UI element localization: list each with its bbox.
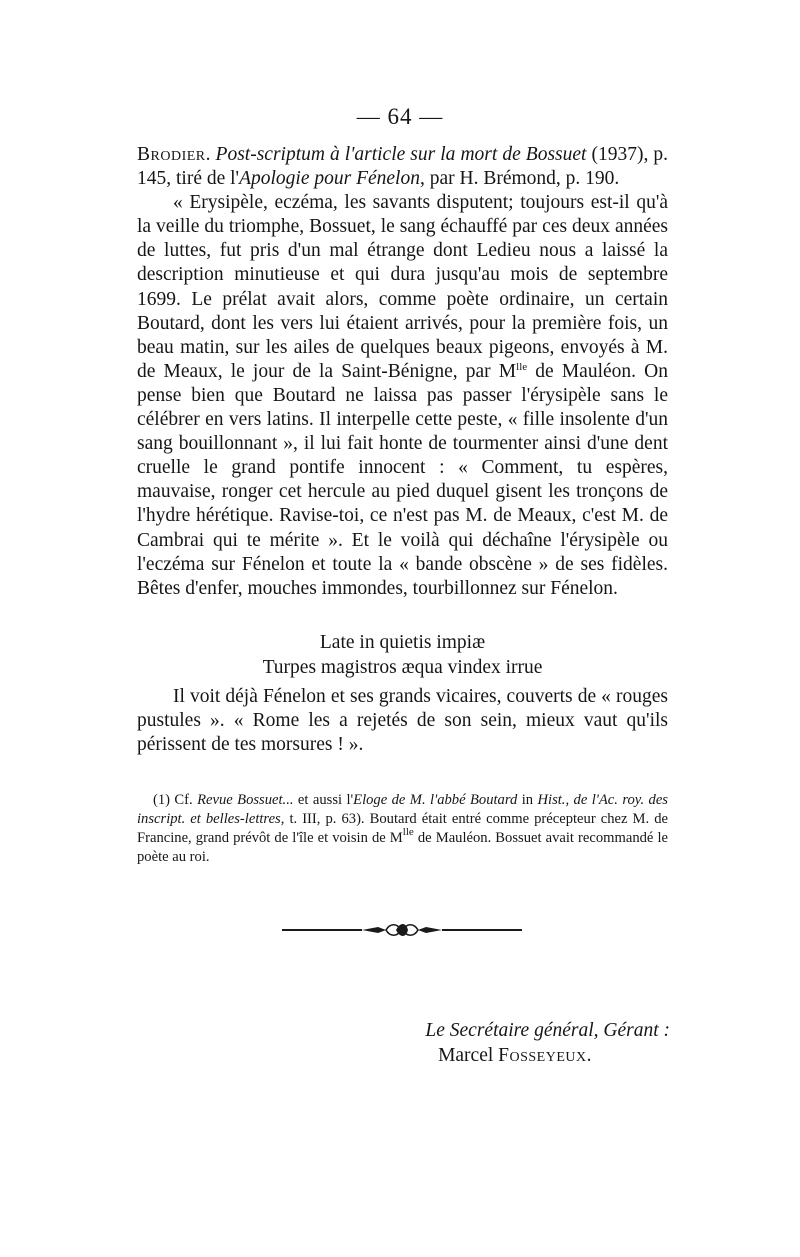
continuation-paragraph: Il voit déjà Fénelon et ses grands vicaires, couverts de « rouges pustules ». « Rome les a rejetés de son sein, mieux vaut qu'ils périssent de tes morsures ! ».: [137, 686, 668, 756]
citation-title: Post-scriptum à l'article sur la mort de Bossuet: [215, 144, 587, 165]
main-paragraph: [137, 191, 668, 601]
signature-title: Le Secrétaire général, Gérant :: [425, 1020, 670, 1041]
page-number: — 64 —: [356, 104, 444, 129]
footnote-text-1: et aussi l': [293, 792, 354, 808]
footnote-ref-2: Eloge de M. l'abbé Boutard: [353, 792, 518, 808]
footnote-text-3: , t. III, p. 63). Boutard était entré comme précepteur chez M. de Francine, grand prévôt de l'île et voisin de M: [137, 811, 668, 846]
ornament-divider-icon: [282, 918, 522, 942]
verse-line-1: Late in quietis impiæ: [319, 632, 486, 653]
citation-text-3: , par H. Brémond, p. 190.: [419, 168, 620, 190]
citation-text-1: .: [205, 144, 216, 165]
footnote-paragraph: [137, 791, 668, 867]
citation-text-2: (1937), p. 145, tiré de l': [137, 144, 669, 190]
footnote-ref-3: Hist., de l'Ac. roy. des inscript. et belles-lettres: [137, 792, 668, 827]
footnote-text-4: de Mauléon. Bossuet avait recommandé le poète au roi.: [137, 830, 668, 865]
citation-author: Brodier: [137, 144, 206, 165]
footnote-text-2: in: [517, 792, 538, 808]
signature-block: [320, 1018, 670, 1068]
signature-name: [320, 1043, 670, 1068]
footnote: [137, 791, 668, 867]
footnote-sup: lle: [402, 826, 414, 838]
signature-last-name: Fosseyeux.: [498, 1045, 592, 1066]
signature-first-name: Marcel: [438, 1045, 499, 1066]
footnote-ref-1: Revue Bossuet...: [197, 792, 294, 808]
footnote-marker: (1) Cf.: [153, 792, 198, 808]
verse-line-2: Turpes magistros æqua vindex irrue: [262, 657, 543, 679]
main-paragraph-part-2: de Mauléon. On pense bien que Boutard ne laissa pas passer l'érysipèle sans le célébrer en vers latins. Il interpelle cette peste, « fille insolente d'un sang bouillonnant », il lui fait honte de tourmenter ainsi d'une dent cruelle le grand pontife innocent : « Comment, tu espères, mauvaise, ronger cet hercule au pied duquel gisent les tronçons de l'hydre hérétique. Ravise-toi, ce n'est pas M. de Meaux, c'est M. de Cambrai qui te mérite ». Et le voilà qui déchaîne l'érysipèle ou l'eczéma sur Fénelon et toute la « bande obscène » de ses fidèles. Bêtes d'enfer, mouches immondes, tourbillonnez sur Fénelon.: [137, 360, 668, 599]
body-text: [137, 143, 668, 601]
citation-paragraph: [137, 143, 668, 191]
latin-verse: [137, 631, 668, 680]
main-paragraph-part-1: « Erysipèle, eczéma, les savants disputent; toujours est-il qu'à la veille du triomphe, Bossuet, le sang échauffé par ces deux années de luttes, fut pris d'un mal étrange dont Ledieu nous a laissé la description minutieuse et qui dura jusqu'au mois de septembre 1699. Le prélat avait alors, comme poète ordinaire, un certain Boutard, dont les vers lui étaient arrivés, pour la première fois, un beau matin, sur les ailes de quelques beaux pigeons, envoyés à M. de Meaux, le jour de la Saint-Bénigne, par M: [137, 192, 668, 382]
citation-work: Apologie pour Fénelon: [239, 168, 420, 190]
main-paragraph-sup: lle: [516, 360, 528, 373]
